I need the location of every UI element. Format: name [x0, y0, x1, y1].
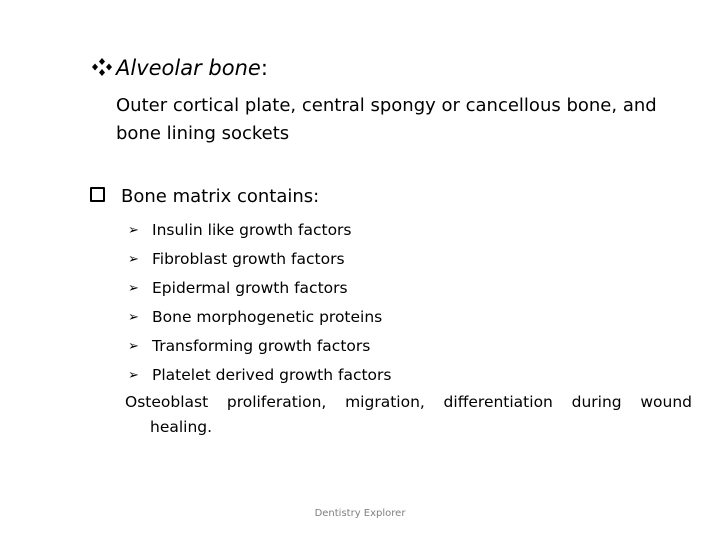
list-item-label: Fibroblast growth factors	[152, 250, 345, 268]
section-heading-alveolar-bone	[92, 54, 268, 83]
osteoblast-note-line2: healing.	[150, 418, 213, 436]
square-bullet-icon	[90, 187, 105, 202]
list-item	[128, 361, 392, 390]
list-item	[128, 332, 392, 361]
footer-label: Dentistry Explorer	[314, 508, 406, 519]
arrow-bullet-icon: ➢	[128, 310, 139, 325]
heading-title: Bone matrix contains:	[121, 186, 320, 207]
list-item	[128, 216, 392, 245]
list-item	[128, 245, 392, 274]
list-item-label: Insulin like growth factors	[152, 221, 352, 239]
growth-factor-list	[128, 216, 392, 390]
footer	[0, 508, 720, 519]
diamond-bullet-icon	[92, 55, 116, 83]
arrow-bullet-icon: ➢	[128, 339, 139, 354]
description-text: Outer cortical plate, central spongy or cancellous bone, and bone lining sockets	[116, 95, 657, 144]
list-item-label: Epidermal growth factors	[152, 279, 348, 297]
list-item	[128, 303, 392, 332]
section-heading-bone-matrix	[90, 183, 319, 211]
arrow-bullet-icon: ➢	[128, 223, 139, 238]
heading-colon: :	[260, 56, 268, 80]
arrow-bullet-icon: ➢	[128, 252, 139, 267]
list-item-label: Transforming growth factors	[152, 337, 371, 355]
heading-title: Alveolar bone	[116, 56, 261, 80]
arrow-bullet-icon: ➢	[128, 281, 139, 296]
osteoblast-note-line1: Osteoblast proliferation, migration, differentiation during wound	[125, 393, 692, 411]
list-item	[128, 274, 392, 303]
arrow-bullet-icon: ➢	[128, 368, 139, 383]
list-item-label: Platelet derived growth factors	[152, 366, 392, 384]
list-item-label: Bone morphogenetic proteins	[152, 308, 383, 326]
